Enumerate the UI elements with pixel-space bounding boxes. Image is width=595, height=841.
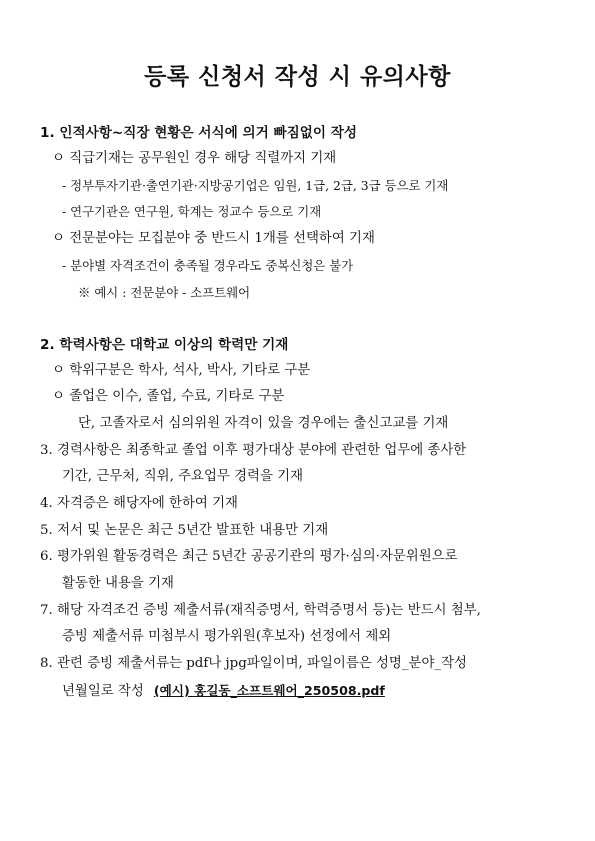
section-1-heading: 1. 인적사항~직장 현황은 서식에 의거 빠짐없이 작성	[40, 125, 358, 141]
section-6-line-2: 활동한 내용을 기재	[62, 576, 174, 591]
section-1-rank-detail-public: - 정부투자기관·출연기관·지방공기업은 임원, 1급, 2급, 3급 등으로 기재	[62, 178, 449, 193]
section-7-line-2: 증빙 제출서류 미첨부시 평가위원(후보자) 선정에서 제외	[62, 629, 392, 644]
filename-example: (예시) 홍길동_소프트웨어_250508.pdf	[153, 683, 385, 698]
section-1-field-example-note: ※ 예시 : 전문분야 - 소프트웨어	[78, 285, 251, 300]
section-7-line-1: 7. 해당 자격조건 증빙 제출서류(재직증명서, 학력증명서 등)는 반드시 첨부,	[40, 603, 481, 618]
section-3-line-2: 기간, 근무처, 직위, 주요업무 경력을 기재	[62, 469, 304, 484]
section-1-bullet-rank: ㅇ 직급기재는 공무원인 경우 해당 직렬까지 기재	[52, 151, 337, 166]
section-6-line-1: 6. 평가위원 활동경력은 최근 5년간 공공기관의 평가·심의·자문위원으로	[40, 549, 458, 564]
page-title: 등록 신청서 작성 시 유의사항	[144, 64, 451, 90]
section-4-line-1: 4. 자격증은 해당자에 한하여 기재	[40, 496, 238, 511]
section-1-rank-detail-research: - 연구기관은 연구원, 학계는 정교수 등으로 기재	[62, 204, 322, 219]
section-1-field-detail: - 분야별 자격조건이 충족될 경우라도 중복신청은 불가	[62, 258, 354, 273]
section-3-line-1: 3. 경력사항은 최종학교 졸업 이후 평가대상 분야에 관련한 업무에 종사한	[40, 443, 467, 458]
section-2-bullet-graduation: ㅇ 졸업은 이수, 졸업, 수료, 기타로 구분	[52, 389, 285, 404]
section-2-heading: 2. 학력사항은 대학교 이상의 학력만 기재	[40, 337, 289, 353]
section-8-line-1: 8. 관련 증빙 제출서류는 pdf나 jpg파일이며, 파일이름은 성명_분야_작성	[40, 656, 467, 671]
section-2-bullet-degree: ㅇ 학위구분은 학사, 석사, 박사, 기타로 구분	[52, 363, 311, 378]
section-2-graduation-note: 단, 고졸자로서 심의위원 자격이 있을 경우에는 출신고교를 기재	[78, 416, 449, 431]
section-1-bullet-field: ㅇ 전문분야는 모집분야 중 반드시 1개를 선택하여 기재	[52, 231, 375, 246]
section-8-line-2	[62, 682, 385, 701]
section-8-line-2-text: 년월일로 작성	[62, 684, 144, 699]
section-5-line-1: 5. 저서 및 논문은 최근 5년간 발표한 내용만 기재	[40, 523, 329, 538]
